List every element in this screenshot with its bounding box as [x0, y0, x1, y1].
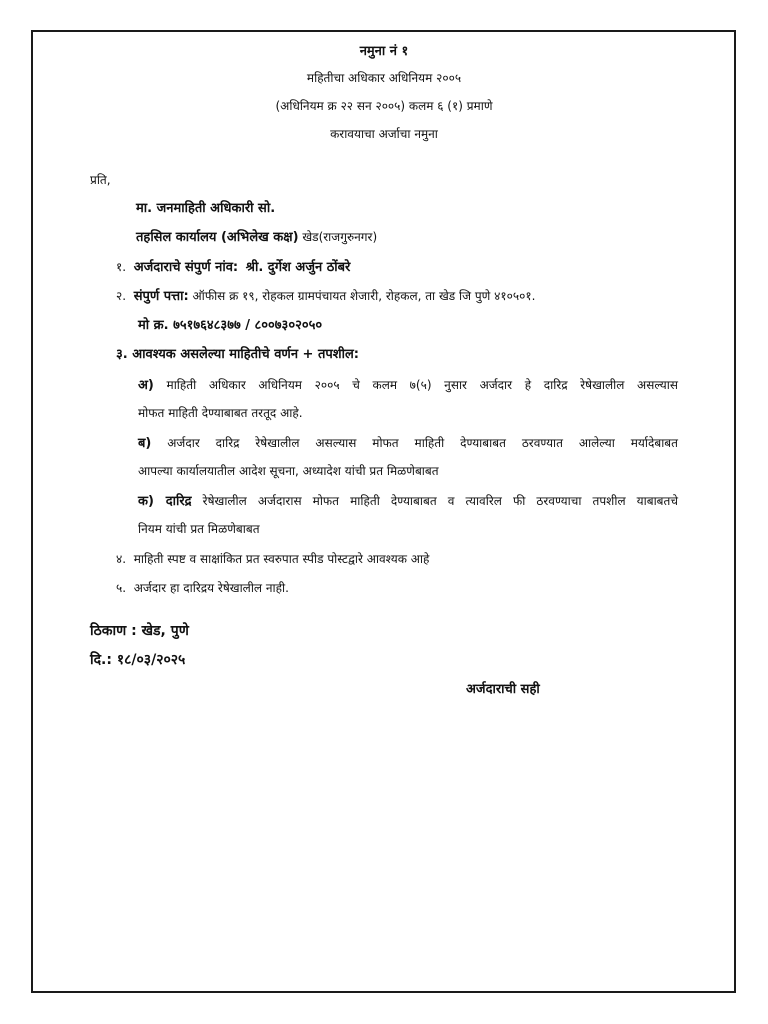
item-3b-line-2: आपल्या कार्यालयातील आदेश सूचना, अध्यादेश यांची प्रत मिळणेबाबत: [138, 464, 439, 478]
item-3c-label: क) दारिद्र: [138, 494, 192, 509]
date: दि.: १८/०३/२०२५: [90, 652, 186, 668]
item-5: [116, 580, 289, 596]
item-3a-text-1: माहिती अधिकार अधिनियम २००५ चे कलम ७(५) नुसार अर्जदार हे दारिद्र रेषेखालील असल्यास: [153, 378, 678, 392]
item-4-number: ४.: [116, 552, 127, 566]
item-3a-line-2: मोफत माहिती देण्याबाबत तरतूद आहे.: [138, 406, 303, 420]
item-3b-label: ब): [138, 436, 152, 451]
item-2-value: ऑफीस क्र १९, रोहकल ग्रामपंचायत शेजारी, रोहकल, ता खेड जि पुणे ४१०५०१.: [188, 289, 536, 303]
salutation: प्रति,: [90, 173, 111, 187]
item-1-label: अर्जदाराचे संपुर्ण नांव:: [133, 260, 239, 275]
item-5-number: ५.: [116, 581, 127, 595]
recipient-office-line: [136, 229, 377, 246]
item-4: [116, 551, 429, 567]
applicant-signature-label: अर्जदाराची सही: [466, 682, 540, 697]
header-line-2: (अधिनियम क्र २२ सन २००५) कलम ६ (१) प्रमाणे: [275, 99, 493, 113]
mobile-numbers: मो क्र. ७५१७६४८३७७ / ८००७३०२०५०: [138, 318, 323, 333]
item-2-number: २.: [116, 289, 127, 303]
item-5-text: अर्जदार हा दारिद्रय रेषेखालील नाही.: [133, 581, 289, 595]
recipient-place: खेड(राजगुरुनगर): [298, 230, 378, 244]
item-3c-line-1: [138, 493, 678, 510]
recipient-title: मा. जनमाहिती अधिकारी सो.: [136, 201, 276, 216]
item-3b-text-1: अर्जदार दारिद्र रेषेखालील असल्यास मोफत माहिती देण्याबाबत ठरवण्यात आलेल्या मर्यादेबाबत: [151, 436, 678, 450]
item-1: [116, 259, 350, 276]
item-3c-line-2: नियम यांची प्रत मिळणेबाबत: [138, 522, 260, 536]
item-4-text: माहिती स्पष्ट व साक्षांकित प्रत स्वरुपात स्पीड पोस्टद्वारे आवश्यक आहे: [133, 552, 430, 566]
form-number: नमुना नं १: [359, 44, 409, 59]
page-border: [31, 30, 736, 993]
item-3a-line-1: [138, 377, 678, 394]
recipient-office: तहसिल कार्यालय (अभिलेख कक्ष): [136, 230, 299, 245]
item-3a-label: अ): [138, 378, 154, 393]
item-3b-line-1: [138, 435, 678, 452]
item-3-heading: ३. आवश्यक असलेल्या माहितीचे वर्णन + तपशील:: [116, 347, 359, 362]
item-2-label: संपुर्ण पत्ता:: [133, 289, 189, 304]
item-3c-text-1: रेषेखालील अर्जदारास मोफत माहिती देण्याबाबत व त्यावरिल फी ठरवण्याचा तपशील याबाबतचे: [191, 494, 678, 508]
place: ठिकाण : खेड, पुणे: [90, 623, 189, 639]
header-line-1: महितीचा अधिकार अधिनियम २००५: [306, 71, 462, 85]
item-1-value: श्री. दुर्गेश अर्जुन ठोंबरे: [245, 260, 351, 275]
item-1-number: १.: [116, 260, 127, 274]
header-line-3: करावयाचा अर्जाचा नमुना: [330, 127, 438, 141]
item-2: [116, 288, 535, 305]
